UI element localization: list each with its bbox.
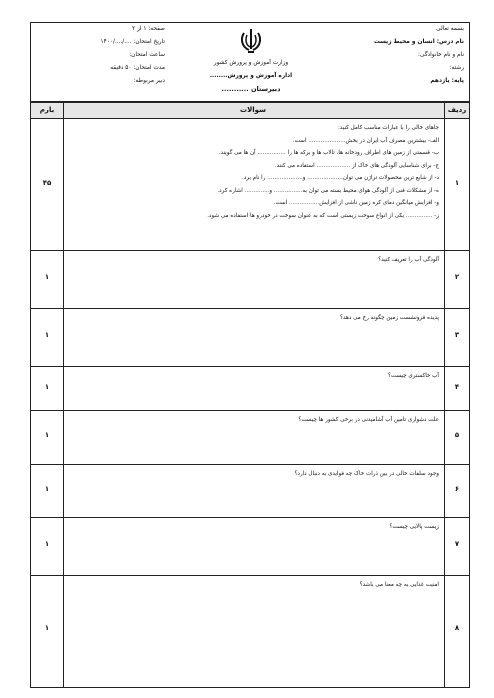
question-text: علت دشواری تامین آب آشامیدنی در برخی کشور ها چیست؟ [298,417,439,423]
question-text: پدیده فرونشست زمین چگونه رخ می دهد؟ [339,315,439,321]
column-header-questions: سوالات [61,103,445,118]
ministry-label: وزارت آموزش و پرورش کشور [213,60,289,66]
row-score: ۴۵ [42,179,52,187]
column-header-score: بارم [31,103,63,118]
header-exam-info [35,23,165,101]
table-row [31,410,469,464]
row-score: ۱ [44,331,50,339]
office-label: اداره آموزش و پرورش........ [209,73,293,79]
question-line: الف- بیشترین مصرف آب ایران در بخش..................... است. [292,137,439,144]
iran-emblem-icon [238,27,264,55]
question-text: امنیت غذایی به چه معنا می باشد؟ [359,582,439,588]
question-text: آلودگی آب را تعریف کنید؟ [378,257,439,263]
row-number: ۲ [454,273,460,281]
row-score: ۱ [44,431,50,439]
grade-label: پایه: یازدهم [430,78,464,84]
question-line: ب- قسمتی از زمین های اطراف رودخانه ها، تالاب ها و برکه ها را ................ آن ها می گویند. [218,150,439,156]
question-line: ز- ............... یکی از انواع سوخت زیستی است که به عنوان سوخت در خودرو ها استفاده می شود. [207,212,439,219]
question-line: و- افزایش میانگین دمای کره زمین ناشی از افزایش................. است. [273,200,439,206]
table-row [31,308,469,366]
header-student-info [314,23,464,101]
table-row [31,118,469,250]
question-text: زیست پالایی چیست؟ [389,524,439,530]
row-number: ۳ [454,331,460,339]
row-score: ۱ [44,624,50,632]
question-text: وجود سلفات خالی در بین ذرات خاک چه فوایدی به دنبال دارد؟ [294,471,439,477]
table-row [31,366,469,410]
table-row [31,517,469,575]
row-number: ۴ [454,383,460,391]
row-score: ۱ [44,485,50,493]
question-line: ج- برای شناسایی آلودگی های خاک از ................... استفاده می کنند. [274,162,439,169]
table-row [31,250,469,308]
subject-label: نام درس: انسان و محیط زیست [373,39,464,45]
question-text [69,122,439,222]
row-number: ۶ [454,485,460,493]
row-number: ۷ [454,540,460,548]
bismillah: بسمه تعالی [436,26,464,32]
exam-duration-label: مدت امتحان: ۵۰ دقیقه [110,65,165,71]
question-line: جاهای خالی را با عبارات مناسب کامل کنید: [338,125,439,131]
school-label: دبیرستان ........... [221,85,281,93]
column-header-row: ردیف [445,103,469,118]
row-score: ۱ [44,383,50,391]
questions-table [30,102,470,688]
row-score: ۱ [44,540,50,548]
question-line: ه- از مشکلات فنی از آلودگی هوای محیط بسته می توان به................ و.............. اشاره کرد. [217,187,439,194]
page-number-label: صفحه: ۱ از ۲ [132,26,165,32]
exam-date-label: تاریخ امتحان: ..../..../۱۴۰۰ [100,39,165,45]
field-label: رشته: [449,65,464,71]
table-row [31,464,469,517]
table-row [31,575,469,687]
question-line: د- از شایع ترین محصولات تراژن می توان.................... و.................... را نام برد. [241,175,439,181]
row-number: ۵ [454,431,460,439]
header-ministry [181,23,321,101]
row-number: ۱ [454,179,460,187]
question-text: آب خاکستری چیست؟ [388,373,439,379]
row-score: ۱ [44,273,50,281]
exam-header [30,22,470,102]
row-number: ۸ [454,624,460,632]
exam-time-label: ساعت امتحان: [129,52,165,58]
student-name-label: نام و نام خانوادگی: [418,52,464,58]
teacher-label: دبیر مربوطه: [133,78,165,84]
